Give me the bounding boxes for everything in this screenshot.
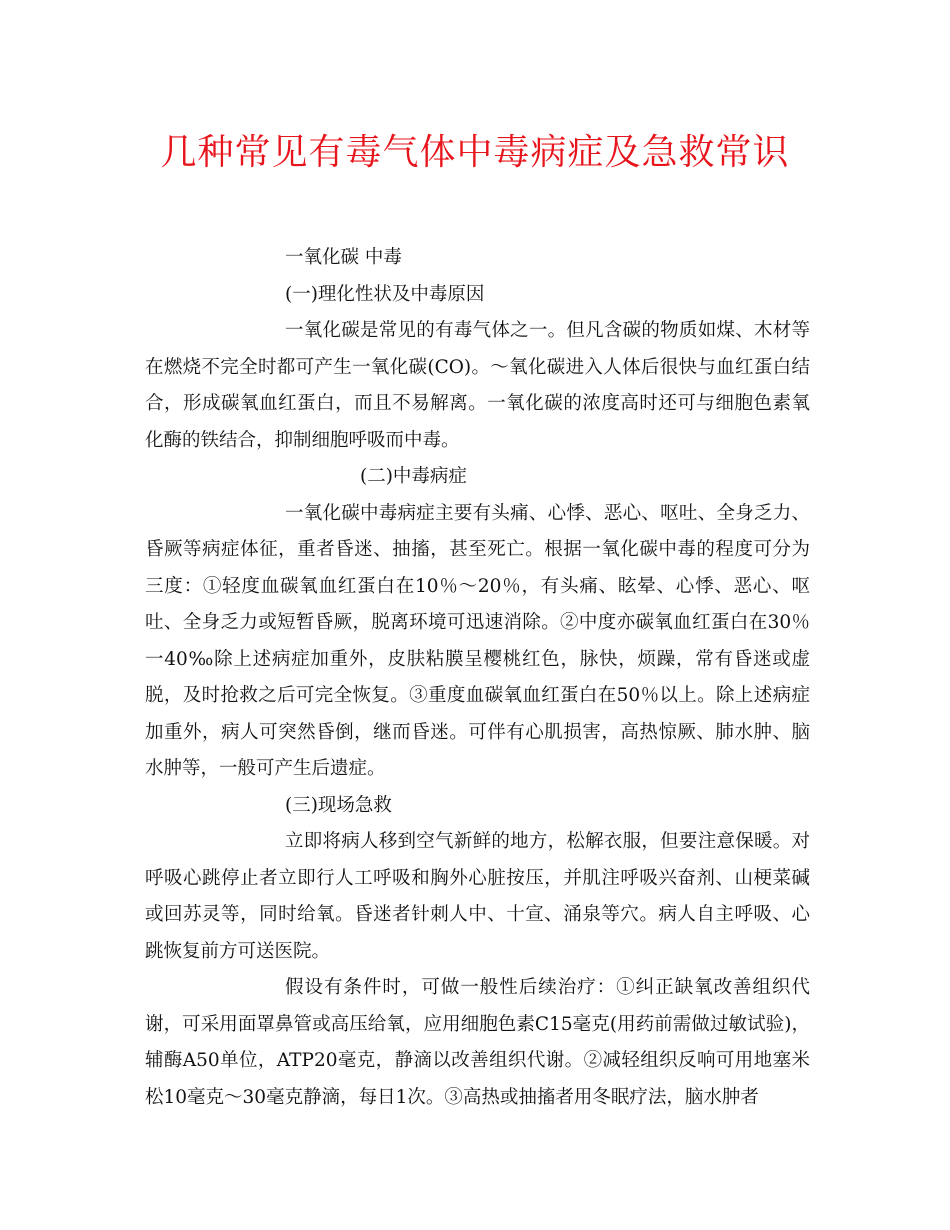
paragraph: 一氧化碳中毒病症主要有头痛、心悸、恶心、呕吐、全身乏力、昏厥等病症体征，重者昏迷、抽搐，甚至死亡。根据一氧化碳中毒的程度可分为三度：①轻度血碳氧血红蛋白在10％～20％，有头痛、眩晕、心悸、恶心、呕吐、全身乏力或短暂昏厥，脱离环境可迅速消除。②中度亦碳氧血红蛋白在30％一40‰除上述病症加重外，皮肤粘膜呈樱桃红色，脉快，烦躁，常有昏迷或虚脱，及时抢救之后可完全恢复。③重度血碳氧血红蛋白在50％以上。除上述病症加重外，病人可突然昏倒，继而昏迷。可伴有心肌损害，高热惊厥、肺水肿、脑水肿等，一般可产生后遗症。 [145,502,810,779]
section-title: 一氧化碳 中毒 [285,247,402,268]
paragraph: 假设有条件时，可做一般性后续治疗：①纠正缺氧改善组织代谢，可采用面罩鼻管或高压给氧，应用细胞色素C15毫克(用药前需做过敏试验)，辅酶A50单位，ATP20毫克，静滴以改善组织代谢。②减轻组织反响可用地塞米松10毫克～30毫克静滴，每日1次。③高热或抽搐者用冬眠疗法，脑水肿者 [145,977,810,1108]
section-heading: (一)理化性状及中毒原因 [285,283,485,305]
section-heading: (二)中毒病症 [360,466,467,487]
section-heading: (三)现场急救 [285,794,392,816]
document-body [145,240,810,1116]
paragraph: 立即将病人移到空气新鲜的地方，松解衣服，但要注意保暖。对呼吸心跳停止者立即行人工呼吸和胸外心脏按压，并肌注呼吸兴奋剂、山梗菜碱或回苏灵等，同时给氧。昏迷者针刺人中、十宣、涌泉等穴。病人自主呼吸、心跳恢复前方可送医院。 [145,831,810,962]
document-title: 几种常见有毒气体中毒病症及急救常识 [160,132,790,173]
paragraph: 一氧化碳是常见的有毒气体之一。但凡含碳的物质如煤、木材等在燃烧不完全时都可产生一氧化碳(CO)。～氧化碳进入人体后很快与血红蛋白结合，形成碳氧血红蛋白，而且不易解离。一氧化碳的浓度高时还可与细胞色素氧化酶的铁结合，抑制细胞呼吸而中毒。 [145,320,810,451]
